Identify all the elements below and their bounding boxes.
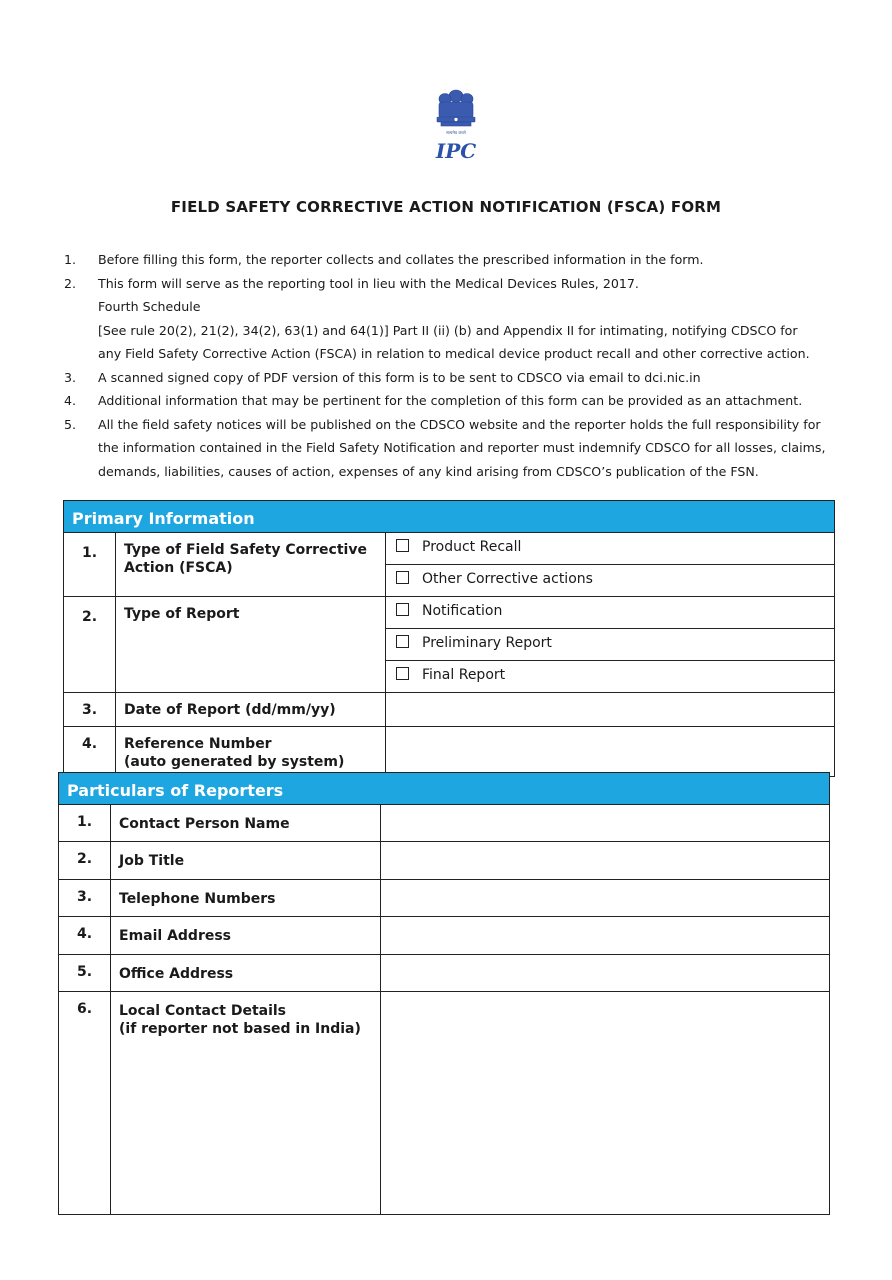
job-title-field[interactable]	[381, 842, 830, 880]
option-label: Notification	[422, 603, 503, 619]
instruction-item	[64, 366, 836, 390]
row-number: 3.	[64, 693, 116, 727]
label-line: Type of Field Safety Corrective	[124, 542, 367, 558]
instruction-list	[64, 248, 836, 483]
label-line: Action (FSCA)	[124, 560, 233, 576]
instruction-text: [See rule 20(2), 21(2), 34(2), 63(1) and 64(1)] Part II (ii) (b) and Appendix II for intimating, notifying CDSCO for	[98, 322, 798, 338]
instruction-text: Fourth Schedule	[98, 299, 201, 314]
checkbox-notification[interactable]	[386, 597, 835, 629]
telephone-numbers-field[interactable]	[381, 880, 830, 917]
row-number: 5.	[59, 955, 111, 992]
ipc-emblem-logo	[425, 84, 487, 164]
checkbox-icon[interactable]	[396, 571, 409, 584]
ipc-logo-text: IPC	[435, 139, 477, 163]
instruction-number: 5.	[64, 416, 77, 432]
date-of-report-field[interactable]	[386, 693, 835, 727]
field-label-report-type	[116, 597, 386, 693]
instruction-text: any Field Safety Corrective Action (FSCA) in relation to medical device product recall and other corrective action.	[98, 346, 810, 361]
option-label: Product Recall	[422, 539, 522, 555]
row-number: 3.	[59, 880, 111, 917]
label-line: (auto generated by system)	[124, 754, 345, 770]
field-label-job-title: Job Title	[111, 842, 381, 880]
row-number: 2.	[59, 842, 111, 880]
field-label-fsca-type	[116, 533, 386, 597]
instruction-number: 4.	[64, 393, 77, 408]
field-label-contact-person-name: Contact Person Name	[111, 805, 381, 842]
instruction-number: 1.	[64, 252, 77, 267]
reference-number-field	[386, 727, 835, 777]
row-number: 4.	[64, 727, 116, 777]
checkbox-icon[interactable]	[396, 539, 409, 552]
field-label-telephone-numbers: Telephone Numbers	[111, 880, 381, 917]
particulars-of-reporters-table	[58, 772, 830, 1215]
checkbox-icon[interactable]	[396, 635, 409, 648]
checkbox-product-recall[interactable]	[386, 533, 835, 565]
instruction-item	[64, 248, 836, 272]
label-line: Date of Report (dd/mm/yy)	[124, 702, 336, 718]
field-label-email-address: Email Address	[111, 917, 381, 955]
field-label-date-of-report	[116, 693, 386, 727]
field-label-office-address: Office Address	[111, 955, 381, 992]
label-line: Local Contact Details	[119, 1003, 287, 1019]
option-label: Preliminary Report	[422, 635, 552, 651]
instruction-text: This form will serve as the reporting tool in lieu with the Medical Devices Rules, 2017.	[98, 275, 639, 291]
contact-person-name-field[interactable]	[381, 805, 830, 842]
instruction-text: A scanned signed copy of PDF version of this form is to be sent to CDSCO via email to dci.nic.in	[98, 369, 701, 385]
emblem-motto: सत्यमेव जयते	[446, 130, 466, 135]
option-label: Other Corrective actions	[422, 571, 593, 587]
instruction-text: the information contained in the Field Safety Notification and reporter must indemnify CDSCO for all losses, claims,	[98, 440, 826, 455]
row-number: 2.	[64, 597, 116, 693]
instruction-number: 3.	[64, 369, 77, 385]
instruction-item	[64, 272, 836, 366]
local-contact-details-field[interactable]	[381, 992, 830, 1215]
row-number: 4.	[59, 917, 111, 955]
instruction-number: 2.	[64, 275, 77, 291]
option-label: Final Report	[422, 667, 506, 683]
instruction-text: All the field safety notices will be published on the CDSCO website and the reporter holds the full responsibility for	[98, 416, 821, 432]
checkbox-icon[interactable]	[396, 603, 409, 616]
row-number: 1.	[59, 805, 111, 842]
label-line: Reference Number	[124, 736, 272, 752]
checkbox-icon[interactable]	[396, 667, 409, 680]
row-number: 1.	[64, 533, 116, 597]
checkbox-final-report[interactable]	[386, 661, 835, 693]
instruction-text: Additional information that may be pertinent for the completion of this form can be provided as an attachment.	[98, 393, 803, 408]
primary-information-table	[63, 500, 835, 777]
section-heading-primary-information: Primary Information	[64, 501, 835, 533]
field-label-local-contact-details	[111, 992, 381, 1215]
instruction-item	[64, 389, 836, 413]
section-heading-particulars-of-reporters: Particulars of Reporters	[59, 773, 830, 805]
instruction-text: demands, liabilities, causes of action, expenses of any kind arising from CDSCO’s publication of the FSN.	[98, 463, 759, 479]
row-number: 6.	[59, 992, 111, 1215]
label-line: Type of Report	[124, 606, 240, 622]
instruction-item	[64, 413, 836, 484]
office-address-field[interactable]	[381, 955, 830, 992]
label-line: (if reporter not based in India)	[119, 1021, 361, 1037]
email-address-field[interactable]	[381, 917, 830, 955]
checkbox-preliminary-report[interactable]	[386, 629, 835, 661]
instruction-text: Before filling this form, the reporter collects and collates the prescribed information in the form.	[98, 252, 704, 267]
form-title: FIELD SAFETY CORRECTIVE ACTION NOTIFICATION (FSCA) FORM	[170, 198, 722, 216]
checkbox-other-corrective-actions[interactable]	[386, 565, 835, 597]
field-label-reference-number	[116, 727, 386, 777]
